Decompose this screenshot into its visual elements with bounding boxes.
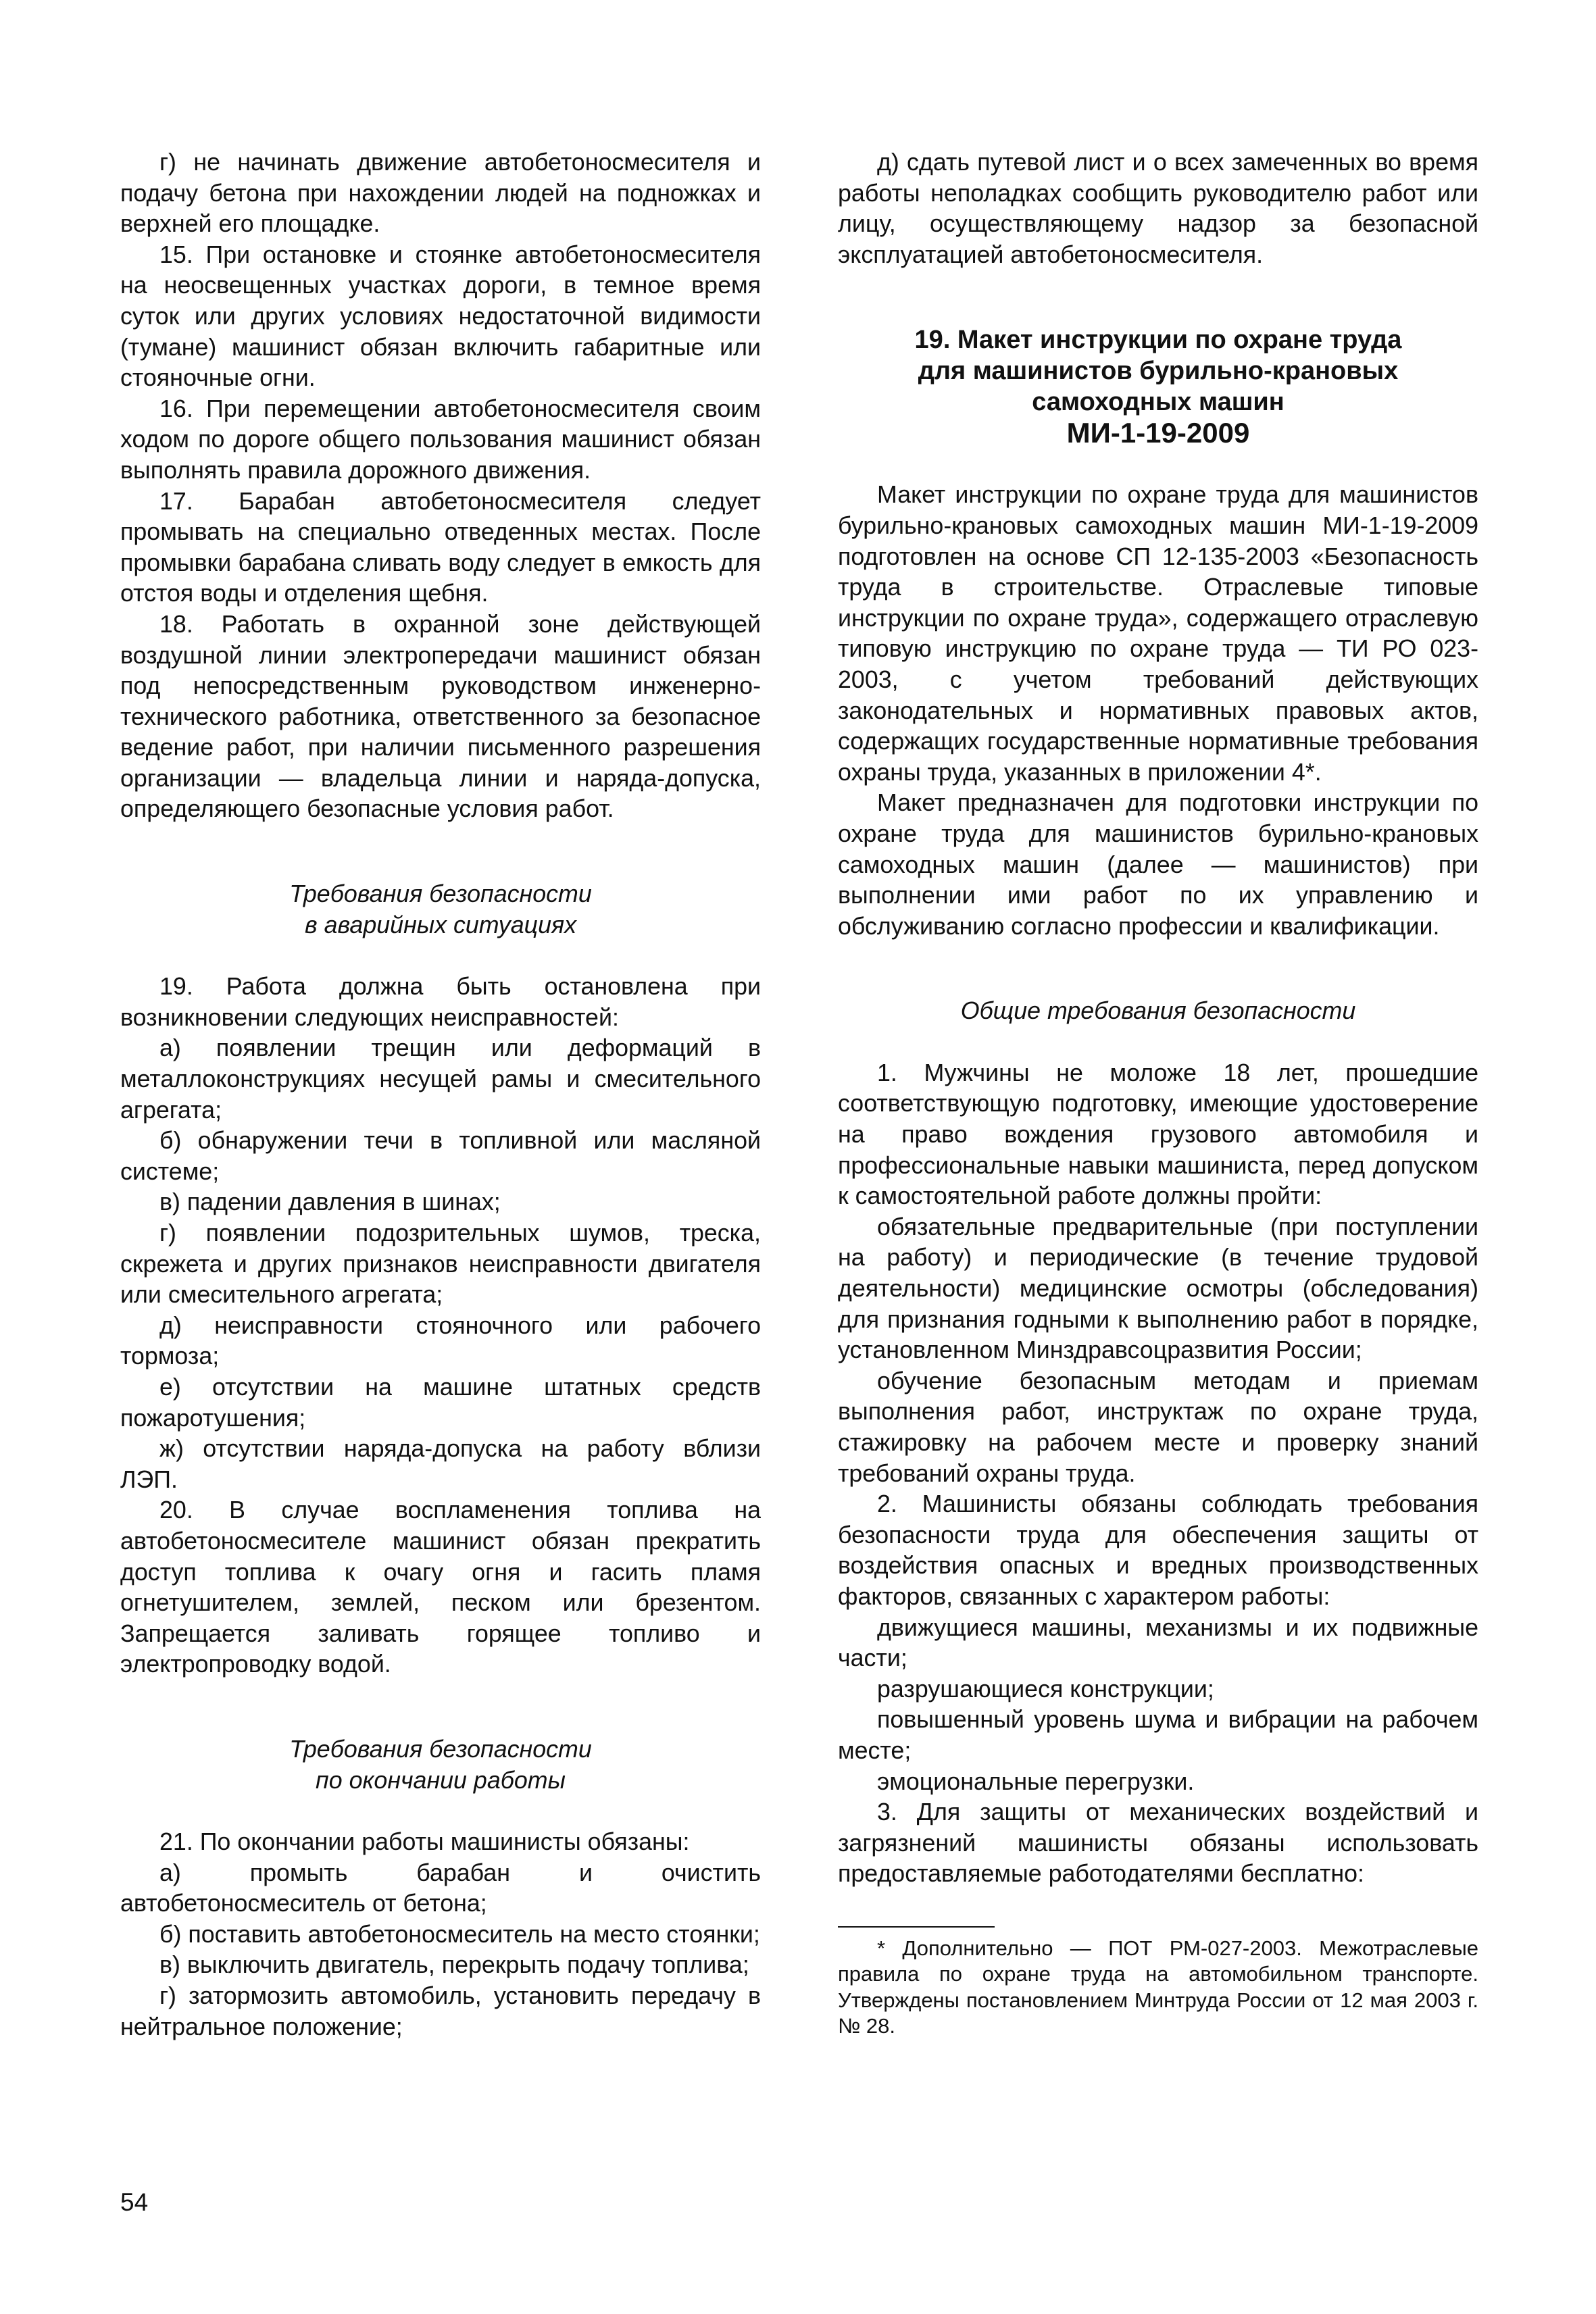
- paragraph: обязательные предварительные (при поступлении на работу) и периодические (в течение трудовой деятельности) медицинские осмотры (обследования) для признания годными к выполнению работ в порядке, установленном Минздравсоцразвития России;: [838, 1213, 1478, 1364]
- left-column: [120, 147, 761, 2042]
- paragraph: г) появлении подозрительных шумов, треска, скрежета и других признаков неисправности двигателя или смесительного агрегата;: [120, 1219, 761, 1309]
- section-heading-line: в аварийных ситуациях: [305, 911, 576, 938]
- paragraph: Макет инструкции по охране труда для машинистов бурильно-крановых самоходных машин МИ-1-19-2009 подготовлен на основе СП 12-135-2003 «Безопасность труда в строительстве. Отраслевые типовые инструкции по охране труда», содержащего отраслевую типовую инструкцию по охране труда — ТИ РО 023-2003, с учетом требований действующих законодательных и нормативных правовых актов, содержащих государственные нормативные требования охраны труда, указанных в приложении 4*.: [838, 481, 1478, 786]
- paragraph: 16. При перемещении автобетоносмесителя своим ходом по дороге общего пользования машинист обязан выполнять правила дорожного движения.: [120, 395, 761, 484]
- paragraph: в) выключить двигатель, перекрыть подачу топлива;: [159, 1951, 749, 1979]
- paragraph: г) не начинать движение автобетоносмесителя и подачу бетона при нахождении людей на подножках и верхней его площадке.: [120, 149, 761, 238]
- paragraph: 20. В случае воспламенения топлива на автобетоносмесителе машинист обязан прекратить доступ топлива к очагу огня и гасить пламя огнетушителем, землей, песком или брезентом. Запрещается заливать горящее топливо и электропроводку водой.: [120, 1496, 761, 1678]
- paragraph: а) промыть барабан и очистить автобетоносмеситель от бетона;: [120, 1859, 761, 1917]
- instruction-title-line: самоходных машин: [1032, 388, 1285, 417]
- footnote: * Дополнительно — ПОТ РМ-027-2003. Межотраслевые правила по охране труда на автомобильном транспорте. Утверждены постановлением Минтруда России от 12 мая 2003 г. № 28.: [838, 1936, 1478, 2038]
- paragraph: Макет предназначен для подготовки инструкции по охране труда для машинистов бурильно-крановых самоходных машин (далее — машинистов) при выполнении ими работ по их управлению и обслуживанию согласно профессии и квалификации.: [838, 789, 1478, 940]
- paragraph: 1. Мужчины не моложе 18 лет, прошедшие соответствующую подготовку, имеющие удостоверение на право вождения грузового автомобиля и профессиональные навыки машиниста, перед допуском к самостоятельной работе должны пройти:: [838, 1059, 1478, 1210]
- paragraph: е) отсутствии на машине штатных средств пожаротушения;: [120, 1373, 761, 1432]
- page-number: 54: [120, 2188, 149, 2216]
- paragraph: движущиеся машины, механизмы и их подвижные части;: [838, 1613, 1478, 1672]
- paragraph: эмоциональные перегрузки.: [877, 1767, 1195, 1795]
- paragraph: 15. При остановке и стоянке автобетоносмесителя на неосвещенных участках дороги, в темное время суток или других условиях недостаточной видимости (тумане) машинист обязан включить габаритные или стояночные огни.: [120, 241, 761, 392]
- paragraph: повышенный уровень шума и вибрации на рабочем месте;: [838, 1706, 1478, 1764]
- paragraph: 18. Работать в охранной зоне действующей воздушной линии электропередачи машинист обязан под непосредственным руководством инженерно-технического работника, ответственного за безопасное ведение работ, при наличии письменного разрешения организации — владельца линии и наряда-допуска, определяющего безопасные условия работ.: [120, 610, 761, 823]
- section-heading-line: Требования безопасности: [289, 1735, 592, 1763]
- footnote-divider: [838, 1926, 995, 1928]
- instruction-title-line: 19. Макет инструкции по охране труда: [914, 326, 1402, 355]
- paragraph: 3. Для защиты от механических воздействий и загрязнений машинисты обязаны использовать предоставляемые работодателями бесплатно:: [838, 1799, 1478, 1888]
- paragraph: разрушающиеся конструкции;: [877, 1675, 1214, 1703]
- paragraph: г) затормозить автомобиль, установить передачу в нейтральное положение;: [120, 1982, 761, 2040]
- instruction-code: МИ-1-19-2009: [1066, 417, 1250, 449]
- instruction-title-line: для машинистов бурильно-крановых: [918, 357, 1399, 386]
- section-heading-line: Требования безопасности: [289, 880, 592, 908]
- paragraph: б) поставить автобетоносмеситель на место стоянки;: [159, 1920, 760, 1948]
- paragraph: а) появлении трещин или деформаций в металлоконструкциях несущей рамы и смесительного агрегата;: [120, 1034, 761, 1124]
- paragraph: 17. Барабан автобетоносмесителя следует промывать на специально отведенных местах. После промывки барабана сливать воду следует в емкость для отстоя воды и отделения щебня.: [120, 487, 761, 607]
- paragraph: обучение безопасным методам и приемам выполнения работ, инструктаж по охране труда, стажировку на рабочем месте и проверку знаний требований охраны труда.: [838, 1367, 1478, 1487]
- paragraph: б) обнаружении течи в топливной или масляной системе;: [120, 1127, 761, 1185]
- paragraph: в) падении давления в шинах;: [159, 1188, 501, 1216]
- paragraph: д) сдать путевой лист и о всех замеченных во время работы неполадках сообщить руководителю работ или лицу, осуществляющему надзор за безопасной эксплуатацией автобетоносмесителя.: [838, 149, 1478, 268]
- instruction-title: [838, 324, 1478, 449]
- section-heading-emergency: [120, 879, 761, 940]
- paragraph: д) неисправности стояночного или рабочего тормоза;: [120, 1311, 761, 1370]
- section-heading-end-of-work: [120, 1734, 761, 1796]
- paragraph: 21. По окончании работы машинисты обязаны:: [159, 1828, 690, 1856]
- paragraph: 2. Машинисты обязаны соблюдать требования безопасности труда для обеспечения защиты от воздействия опасных и вредных производственных факторов, связанных с характером работы:: [838, 1490, 1478, 1610]
- section-heading-line: по окончании работы: [316, 1766, 566, 1794]
- paragraph: ж) отсутствии наряда-допуска на работу вблизи ЛЭП.: [120, 1435, 761, 1493]
- right-column: [838, 147, 1478, 2040]
- paragraph: 19. Работа должна быть остановлена при возникновении следующих неисправностей:: [120, 973, 761, 1031]
- section-heading-general: Общие требования безопасности: [960, 997, 1356, 1025]
